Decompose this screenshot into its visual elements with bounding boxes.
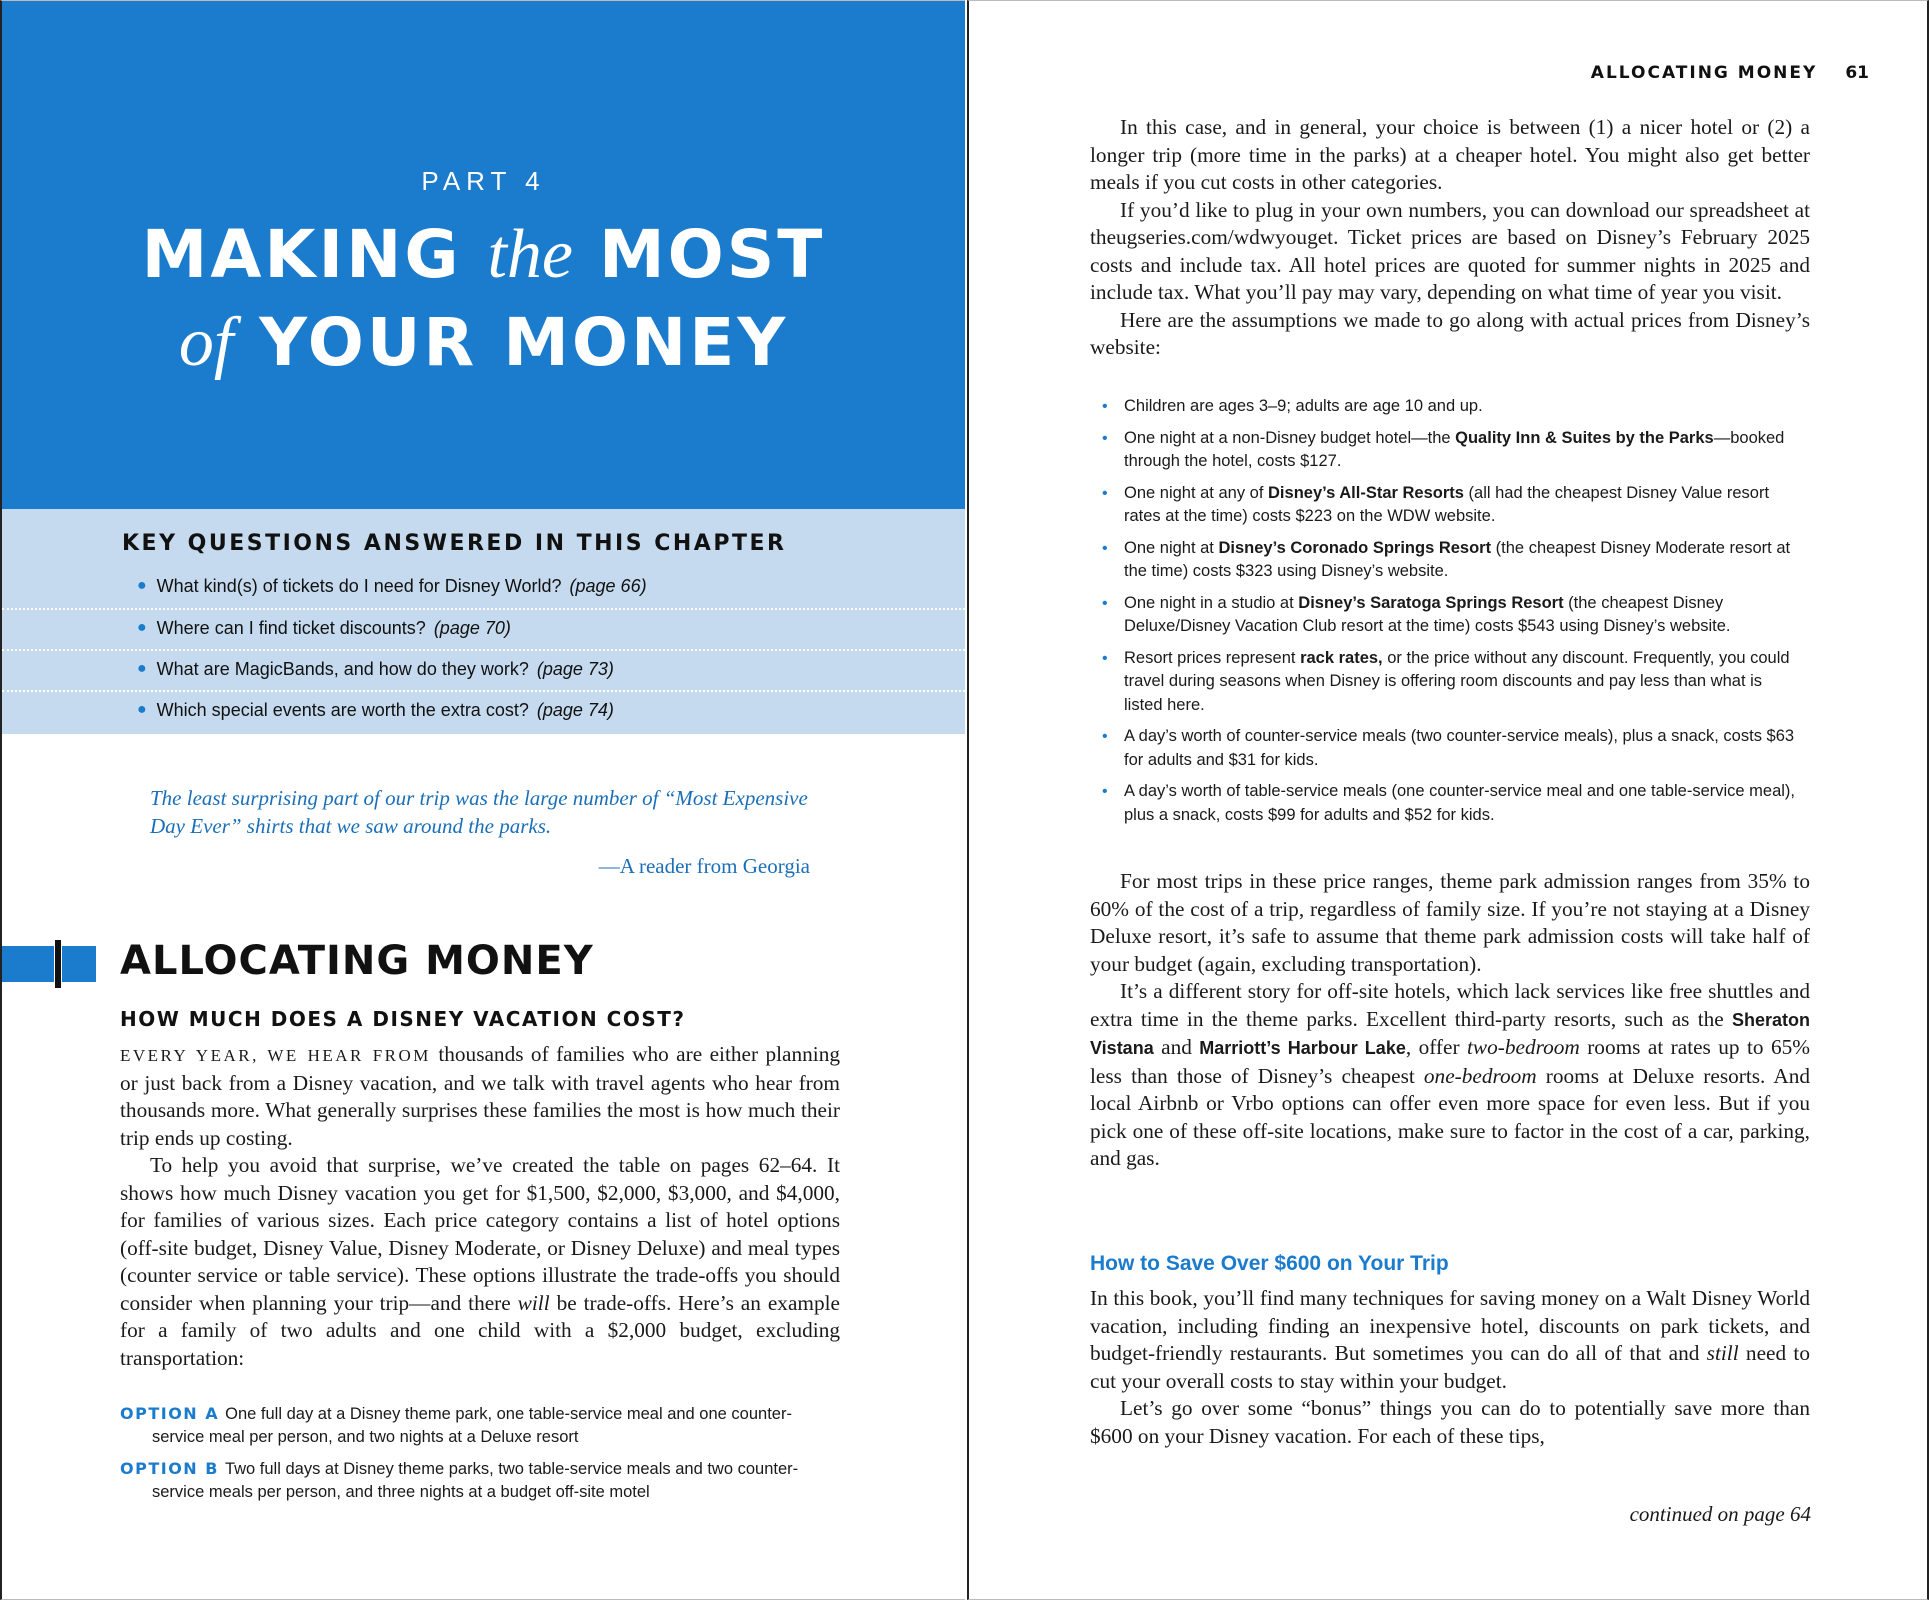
list-item <box>1100 537 1795 584</box>
body-text-right-bottom <box>1090 1285 1810 1450</box>
paragraph-text: be trade-offs. Here’s an example for a family of two adults and one child with a $2,000 budget, excluding transportation: <box>120 1290 840 1370</box>
list-item-text: One night at <box>1124 538 1219 557</box>
list-item-text: (the cheapest Disney Deluxe/Disney Vacation Club resort at the time) costs $543 using Disney’s website. <box>1124 593 1731 635</box>
key-question-item <box>137 566 647 606</box>
paragraph-text: It’s a different story for off-site hotels, which lack services like free shuttles and extra time in the theme parks. Excellent third-party resorts, such as the <box>1090 979 1810 1031</box>
bullet-icon: ● <box>137 577 147 594</box>
bullet-icon: ● <box>137 701 147 718</box>
body-text-left <box>120 1041 840 1372</box>
chapter-title <box>2 211 965 387</box>
option-text: One full day at a Disney theme park, one table-service meal and one counter-service meal per person, and two nights at a Deluxe resort <box>152 1405 792 1446</box>
emphasis: still <box>1706 1341 1739 1365</box>
lead-in-smallcaps: EVERY YEAR, WE HEAR FROM <box>120 1046 431 1065</box>
list-item-text: Resort prices represent <box>1124 648 1301 667</box>
title-text: MAKING <box>141 216 488 293</box>
paragraph-text: need to cut your overall costs to stay within your budget. <box>1090 1341 1810 1393</box>
reader-quote: The least surprising part of our trip was the large number of “Most Expensive Day Ever” shirts that we saw around the parks. <box>150 786 808 838</box>
hotel-name: Disney’s Coronado Springs Resort <box>1218 538 1492 557</box>
option-label: OPTION B <box>120 1459 219 1478</box>
list-item <box>1100 395 1795 419</box>
running-head <box>1591 63 1869 83</box>
quote-attribution: —A reader from Georgia <box>598 854 810 878</box>
paragraph <box>1090 978 1810 1173</box>
list-item <box>1100 427 1795 474</box>
question-text: What are MagicBands, and how do they work? <box>156 658 529 679</box>
list-item <box>1100 725 1795 772</box>
list-item-text: One night at a non-Disney budget hotel—the <box>1124 428 1456 447</box>
paragraph: If you’d like to plug in your own numbers, you can download our spreadsheet at theugseries.com/wdwyouget. Ticket prices are based on Disney’s February 2025 costs and include tax. All hotel prices are quoted for summer nights in 2025 and include tax. What you’ll pay may vary, depending on what time of year you visit. <box>1090 197 1810 304</box>
hotel-name: Quality Inn & Suites by the Parks <box>1455 428 1714 447</box>
list-item <box>1100 592 1795 639</box>
bullet-icon: ● <box>137 619 147 636</box>
continued-note: continued on page 64 <box>1629 1502 1811 1526</box>
question-text: Where can I find ticket discounts? <box>156 617 426 638</box>
paragraph <box>1090 1285 1810 1395</box>
save-money-heading: How to Save Over $600 on Your Trip <box>1090 1252 1449 1275</box>
paragraph-text: To help you avoid that surprise, we’ve created the table on pages 62–64. It shows how much Disney vacation you get for $1,500, $2,000, $3,000, and $4,000, for families of various sizes. Each price category contains a list of hotel options (off-site budget, Disney Value, Disney Moderate, or Disney Deluxe) and meal types (counter service or table service). These options illustrate the trade-offs you should consider when planning your trip—and there <box>120 1153 840 1315</box>
title-text: YOUR MONEY <box>233 304 789 381</box>
hotel-name: Disney’s All-Star Resorts <box>1268 483 1464 502</box>
list-item-text: (all had the cheapest Disney Value resort rates at the time) costs $223 on the WDW website. <box>1124 483 1770 525</box>
key-question-item <box>137 608 511 648</box>
key-question-item <box>137 649 614 689</box>
option-b <box>120 1457 832 1504</box>
option-label: OPTION A <box>120 1404 220 1423</box>
hotel-name: Sheraton Vistana <box>1090 1009 1810 1058</box>
list-item-text: Children are ages 3–9; adults are age 10 and up. <box>1124 397 1483 415</box>
section-marker-tick <box>55 940 61 988</box>
body-text-right-top <box>1090 114 1810 362</box>
section-marker-bar <box>2 946 54 982</box>
paragraph <box>120 1041 840 1152</box>
emphasis: two-bedroom <box>1467 1035 1580 1059</box>
page-reference: (page 73) <box>536 658 614 679</box>
question-text: Which special events are worth the extra cost? <box>156 699 529 720</box>
part-label: PART 4 <box>421 166 546 196</box>
paragraph <box>120 1152 840 1372</box>
running-head-title: ALLOCATING MONEY <box>1590 63 1818 83</box>
list-item-text: A day’s worth of table-service meals (one counter-service meal and one table-service meal), plus a snack, costs $99 for adults and $52 for kids. <box>1124 782 1796 824</box>
bullet-icon: ● <box>137 660 147 677</box>
key-question-item <box>137 690 614 730</box>
list-item-text: (the cheapest Disney Moderate resort at the time) costs $323 using Disney’s website. <box>1124 538 1791 580</box>
paragraph: In this case, and in general, your choice is between (1) a nicer hotel or (2) a longer trip (more time in the parks) at a cheaper hotel. You might also get better meals if you cut costs in other categories. <box>1090 115 1810 194</box>
page-reference: (page 66) <box>569 575 647 596</box>
hotel-name: Marriott’s Harbour Lake <box>1199 1038 1406 1058</box>
paragraph-text: In this book, you’ll find many techniques for saving money on a Walt Disney World vacation, including finding an inexpensive hotel, discounts on park tickets, and budget-friendly restaurants. But sometimes you can do all of that and <box>1090 1286 1810 1365</box>
section-marker-bar <box>62 946 96 982</box>
section-title: ALLOCATING MONEY <box>120 938 594 984</box>
title-text: of <box>178 304 234 381</box>
page-number: 61 <box>1845 63 1869 83</box>
paragraph: For most trips in these price ranges, theme park admission ranges from 35% to 60% of the cost of a trip, regardless of family size. If you’re not staying at a Disney Deluxe resort, it’s safe to assume that theme park admission costs will take half of your budget (again, excluding transportation). <box>1090 869 1810 976</box>
paragraph-text: , offer <box>1405 1035 1467 1059</box>
title-text: the <box>487 216 574 293</box>
paragraph-text: and <box>1153 1035 1200 1059</box>
list-item-text: —booked through the hotel, costs $127. <box>1124 428 1785 470</box>
hotel-name: Disney’s Saratoga Springs Resort <box>1298 593 1564 612</box>
key-questions-heading: KEY QUESTIONS ANSWERED IN THIS CHAPTER <box>122 531 787 556</box>
question-text: What kind(s) of tickets do I need for Disney World? <box>156 575 562 596</box>
assumptions-list <box>1100 395 1795 835</box>
paragraph: Here are the assumptions we made to go along with actual prices from Disney’s website: <box>1090 307 1810 359</box>
emphasis: one-bedroom <box>1423 1063 1537 1088</box>
option-text: Two full days at Disney theme parks, two table-service meals and two counter-service meals per person, and three nights at a budget off-site motel <box>152 1460 799 1501</box>
paragraph-text: thousands of families who are either planning or just back from a Disney vacation, and we talk with travel agents who hear from thousands more. What generally surprises these families the most is how much their trip ends up costing. <box>120 1042 840 1150</box>
bold-term: rack rates, <box>1300 648 1383 667</box>
list-item <box>1100 647 1795 718</box>
list-item <box>1100 482 1795 529</box>
paragraph: Let’s go over some “bonus” things you can do to potentially save more than $600 on your Disney vacation. For each of these tips, <box>1090 1396 1810 1448</box>
page-reference: (page 70) <box>433 617 511 638</box>
list-item-text: A day’s worth of counter-service meals (two counter-service meals), plus a snack, costs $63 for adults and $31 for kids. <box>1124 727 1795 769</box>
paragraph-text: rooms at rates up to 65% less than those of Disney’s cheapest <box>1090 1035 1810 1088</box>
chapter-hero-banner <box>2 1 965 509</box>
list-item-text: One night at any of <box>1124 483 1269 502</box>
body-text-right-middle <box>1090 868 1810 1173</box>
list-item <box>1100 780 1795 827</box>
paragraph-text: rooms at Deluxe resorts. And local Airbnb or Vrbo options can offer even more space for even less. But if you pick one of these off-site locations, make sure to factor in the cost of a car, parking, and gas. <box>1090 1063 1810 1170</box>
list-item-text: or the price without any discount. Frequently, you could travel during seasons when Disney is offering room discounts and pay less than what is listed here. <box>1124 648 1790 714</box>
title-text: MOST <box>573 216 826 293</box>
subsection-title: HOW MUCH DOES A DISNEY VACATION COST? <box>120 1007 686 1031</box>
option-a <box>120 1402 832 1449</box>
list-item-text: One night in a studio at <box>1124 593 1299 612</box>
page-reference: (page 74) <box>536 699 614 720</box>
emphasis: will <box>517 1290 550 1315</box>
key-questions-box <box>2 509 965 734</box>
